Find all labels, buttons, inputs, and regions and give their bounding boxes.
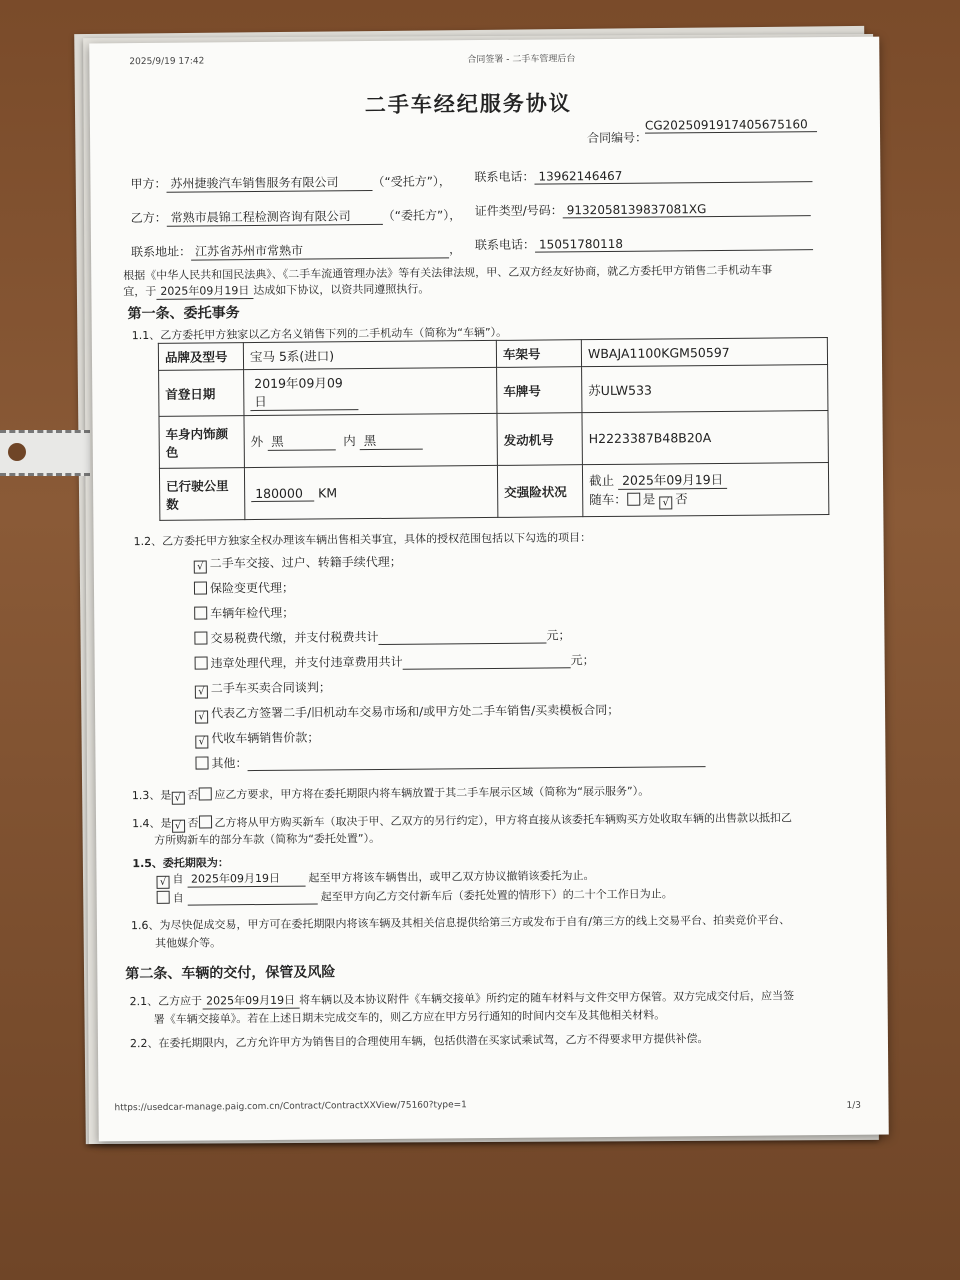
authorization-option: [195, 651, 595, 671]
engine-label: 发动机号: [497, 413, 582, 466]
clause-1-3-no-checkbox[interactable]: [198, 787, 211, 800]
authorization-option: [194, 553, 402, 574]
party-b-name: 常熟市晨锦工程检测咨询有限公司: [167, 207, 383, 227]
option-checkbox[interactable]: √: [195, 735, 208, 748]
party-b-row: 乙方： 常熟市晨锦工程检测咨询有限公司 （“委托方”），: [130, 208, 462, 226]
insurance-no-checkbox[interactable]: √: [659, 496, 672, 509]
outer-color: 黑: [267, 431, 335, 451]
option-label: 代表乙方签署二手/旧机动车交易市场和/或甲方处二手车销售/买卖模板合同；: [211, 702, 620, 721]
intro-date: 2025年09月19日: [156, 282, 253, 300]
option-checkbox[interactable]: [195, 756, 208, 769]
option-label: 二手车买卖合同谈判；: [210, 680, 331, 696]
table-row: [159, 411, 828, 469]
insurance-until: 2025年09月19日: [618, 470, 727, 490]
party-b-phone: 15051780118: [535, 235, 813, 252]
contract-no: CG2025091917405675160: [645, 117, 817, 134]
clause-1-1: 1.1、乙方委托甲方独家以乙方名义销售下列的二手机动车（简称为“车辆”）。: [131, 325, 508, 343]
address-row: 联系地址： 江苏省苏州市常熟市 ，: [130, 242, 462, 260]
option-label: 代收车辆销售价款；: [211, 730, 320, 746]
option-checkbox[interactable]: [194, 581, 207, 594]
handover-date: 2025年09月19日: [202, 992, 299, 1010]
clause-1-6-line1: 1.6、为尽快促成交易，甲方可在委托期限内将该车辆及其相关信息提供给第三方或发布于自有/第三方的线上交易平台、拍卖竞价平台、: [130, 913, 791, 933]
clause-1-5-option-b: 自 起至甲方向乙方交付新车后（委托处置的情形下）的二十个工作日为止。: [157, 885, 673, 906]
mileage-value: 180000 KM: [244, 465, 497, 519]
vin-value: WBAJA1100KGM50597: [581, 338, 827, 367]
engine-value: H2223387B48B20A: [582, 411, 828, 465]
insurance-yes-checkbox[interactable]: [627, 493, 640, 506]
address-value: 江苏省苏州市常熟市: [191, 240, 449, 260]
option-suffix: 元；: [570, 653, 595, 668]
clause-1-6-line2: 其他媒介等。: [155, 936, 222, 950]
plate-value: 苏ULW533: [582, 365, 828, 413]
brand-value: 宝马 5系(进口): [243, 340, 496, 369]
authorization-option: [195, 750, 705, 771]
article1-heading: 第一条、委托事务: [127, 305, 240, 323]
authorization-option: [194, 604, 294, 622]
reg-date-label: 首登日期: [159, 370, 244, 417]
option-label: 车辆年检代理；: [210, 605, 295, 621]
page-number: 1/3: [846, 1100, 862, 1111]
option-label: 违章处理代理，并支付违章费用共计: [210, 654, 403, 671]
option-checkbox[interactable]: √: [194, 560, 207, 573]
term-a-checkbox[interactable]: √: [156, 876, 169, 889]
color-label: 车身内饰颜色: [159, 416, 244, 469]
option-blank[interactable]: [378, 629, 546, 645]
authorization-option: [194, 579, 294, 597]
option-label: 二手车交接、过户、转籍手续代理；: [209, 554, 402, 571]
color-value: 外 黑 内 黑: [244, 413, 497, 467]
inner-color: 黑: [360, 431, 423, 451]
contract-no-label: 合同编号：: [587, 130, 648, 146]
option-checkbox[interactable]: [194, 631, 207, 644]
option-label: 保险变更代理；: [209, 580, 295, 596]
plate-label: 车牌号: [497, 367, 582, 414]
clause-1-4-no-checkbox[interactable]: [198, 815, 211, 828]
print-datetime: 2025/9/19 17:42: [129, 56, 205, 68]
party-a-phone: 13962146467: [534, 167, 812, 184]
insurance-value: 截止 2025年09月19日 随车： 是 √ 否: [582, 463, 828, 517]
brand-label: 品牌及型号: [158, 343, 243, 371]
authorization-option: [195, 728, 319, 748]
party-a-phone-row: 联系电话： 13962146467: [474, 165, 812, 185]
option-checkbox[interactable]: √: [195, 710, 208, 723]
term-b-checkbox[interactable]: [157, 891, 170, 904]
article2-heading: 第二条、车辆的交付，保管及风险: [125, 964, 336, 983]
option-checkbox[interactable]: [195, 656, 208, 669]
clause-1-4-line2: 方所购新车的部分车款（简称为“委托处置”）。: [154, 831, 381, 847]
clause-1-4: 1.4、是 √ 否 乙方将从甲方购买新车（取决于甲、乙双方的另行约定），甲方将直接从该委托车辆购买方处收取车辆的出售款以抵扣乙: [131, 811, 793, 832]
option-label: 其他：: [211, 756, 248, 771]
table-row: [159, 365, 828, 417]
table-row: [159, 463, 828, 521]
party-b-phone-row: 联系电话： 15051780118: [475, 233, 813, 253]
party-b-id-row: 证件类型/号码： 9132058139837081XG: [475, 199, 811, 219]
intro-line-2: 宜，于 2025年09月19日 达成如下协议，以资共同遵照执行。: [123, 282, 430, 299]
mileage-label: 已行驶公里数: [159, 468, 244, 521]
clause-2-1-line2: 署《车辆交接单》。若在上述日期未完成交车的，则乙方应在甲方另行通知的时间内交车及其他相关材料。: [153, 1008, 666, 1026]
party-a-row: 甲方： 苏州捷骏汽车销售服务有限公司 （“受托方”），: [130, 174, 451, 192]
option-checkbox[interactable]: [194, 606, 207, 619]
option-checkbox[interactable]: √: [195, 685, 208, 698]
clause-1-5: 1.5、委托期限为：: [132, 856, 229, 871]
clause-2-1: 2.1、乙方应于 2025年09月19日 将车辆以及本协议附件《车辆交接单》所约定的随车材料与文件交甲方保管。双方完成交付后，应当签: [129, 989, 795, 1009]
vehicle-table: [158, 337, 830, 521]
footer-url: https://usedcar-manage.paig.com.cn/Contract/ContractXXView/75160?type=1: [114, 1100, 467, 1114]
party-a-name: 苏州捷骏汽车销售服务有限公司: [166, 173, 372, 193]
vin-label: 车架号: [496, 340, 581, 368]
insurance-label: 交强险状况: [497, 465, 582, 518]
clause-2-2: 2.2、在委托期限内，乙方允许甲方为销售目的合理使用车辆，包括供潜在买家试乘试驾，乙方不得要求甲方提供补偿。: [129, 1032, 709, 1051]
intro-line-1: 根据《中华人民共和国民法典》、《二手车流通管理办法》等有关法律法规，甲、乙双方经友好协商，就乙方委托甲方销售二手机动车事: [123, 263, 773, 283]
clause-1-4-yes-checkbox[interactable]: √: [172, 820, 185, 833]
clause-1-5-option-a: √ 自 2025年09月19日 起至甲方将该车辆售出，或甲乙双方协议撤销该委托为止。: [156, 867, 594, 889]
reg-date-value: 2019年09月09日: [244, 367, 497, 415]
print-tab-title: 合同签署 - 二手车管理后台: [467, 54, 576, 66]
option-suffix: 元；: [546, 628, 571, 643]
clause-1-3-yes-checkbox[interactable]: √: [171, 792, 184, 805]
option-blank[interactable]: [247, 752, 705, 771]
authorization-option: [194, 626, 570, 646]
contract-page: [89, 37, 889, 1142]
party-b-id: 9132058139837081XG: [563, 201, 811, 218]
clause-1-2: 1.2、乙方委托甲方独家全权办理该车辆出售相关事宜，具体的授权范围包括以下勾选的项目：: [133, 531, 592, 549]
authorization-option: [195, 678, 331, 698]
authorization-option: [195, 701, 619, 724]
option-label: 交易税费代缴，并支付税费共计: [210, 629, 379, 646]
document-title: 二手车经纪服务协议: [364, 91, 572, 118]
clause-1-3: 1.3、是 √ 否 应乙方要求，甲方将在委托期限内将车辆放置于其二手车展示区域（简称为“展示服务”）。: [131, 784, 650, 804]
binder-clip: [0, 430, 90, 476]
option-blank[interactable]: [403, 653, 571, 669]
